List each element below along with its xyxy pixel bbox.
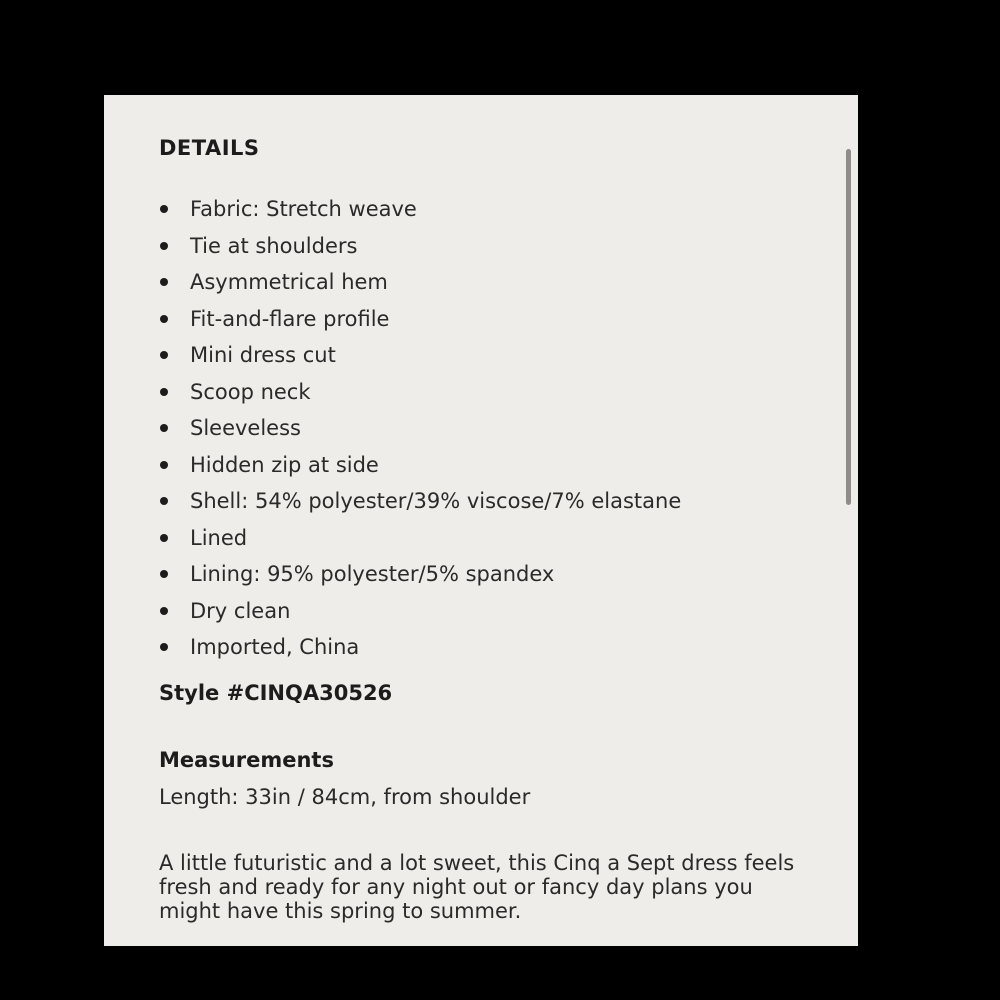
list-item bbox=[159, 629, 681, 666]
bullet-icon bbox=[160, 461, 168, 469]
list-item bbox=[159, 447, 681, 484]
list-item-text: Lined bbox=[190, 525, 248, 550]
list-item bbox=[159, 228, 681, 265]
list-item-text: Sleeveless bbox=[190, 416, 301, 440]
list-item-text: Lining: 95% polyester/5% spandex bbox=[190, 562, 555, 586]
list-item-text: Asymmetrical hem bbox=[190, 270, 388, 294]
scrollbar-thumb[interactable] bbox=[846, 149, 851, 505]
list-item bbox=[159, 337, 681, 374]
bullet-icon bbox=[160, 643, 168, 651]
bullet-icon bbox=[160, 278, 168, 286]
bullet-icon bbox=[160, 351, 168, 359]
list-item bbox=[159, 301, 681, 338]
list-item-text: Scoop neck bbox=[190, 379, 311, 404]
bullet-icon bbox=[160, 242, 168, 250]
details-list bbox=[159, 191, 681, 666]
bullet-icon bbox=[160, 607, 168, 615]
style-number: Style #CINQA30526 bbox=[159, 681, 393, 705]
bullet-icon bbox=[160, 388, 168, 396]
bullet-icon bbox=[160, 205, 168, 213]
list-item-text: Imported, China bbox=[190, 635, 360, 659]
list-item-text: Mini dress cut bbox=[190, 343, 336, 367]
list-item bbox=[159, 520, 681, 557]
list-item bbox=[159, 556, 681, 593]
list-item bbox=[159, 483, 681, 520]
list-item bbox=[159, 410, 681, 447]
details-heading: DETAILS bbox=[159, 136, 260, 160]
measurements-heading: Measurements bbox=[159, 748, 334, 772]
list-item-text: Fit-and-flare profile bbox=[190, 306, 390, 331]
list-item-text: Fabric: Stretch weave bbox=[190, 197, 417, 221]
bullet-icon bbox=[160, 497, 168, 505]
list-item bbox=[159, 264, 681, 301]
list-item-text: Hidden zip at side bbox=[190, 452, 379, 477]
bullet-icon bbox=[160, 424, 168, 432]
list-item bbox=[159, 374, 681, 411]
product-description: A little futuristic and a lot sweet, this Cinq a Sept dress feels fresh and ready for any night out or fancy day plans you might have this spring to summer. bbox=[159, 851, 795, 923]
bullet-icon bbox=[160, 570, 168, 578]
measurements-length: Length: 33in / 84cm, from shoulder bbox=[159, 785, 531, 809]
list-item-text: Shell: 54% polyester/39% viscose/7% elastane bbox=[190, 489, 682, 513]
list-item bbox=[159, 593, 681, 630]
list-item-text: Dry clean bbox=[190, 598, 291, 623]
product-details-panel bbox=[104, 95, 858, 946]
bullet-icon bbox=[160, 534, 168, 542]
list-item bbox=[159, 191, 681, 228]
bullet-icon bbox=[160, 315, 168, 323]
list-item-text: Tie at shoulders bbox=[190, 233, 358, 258]
